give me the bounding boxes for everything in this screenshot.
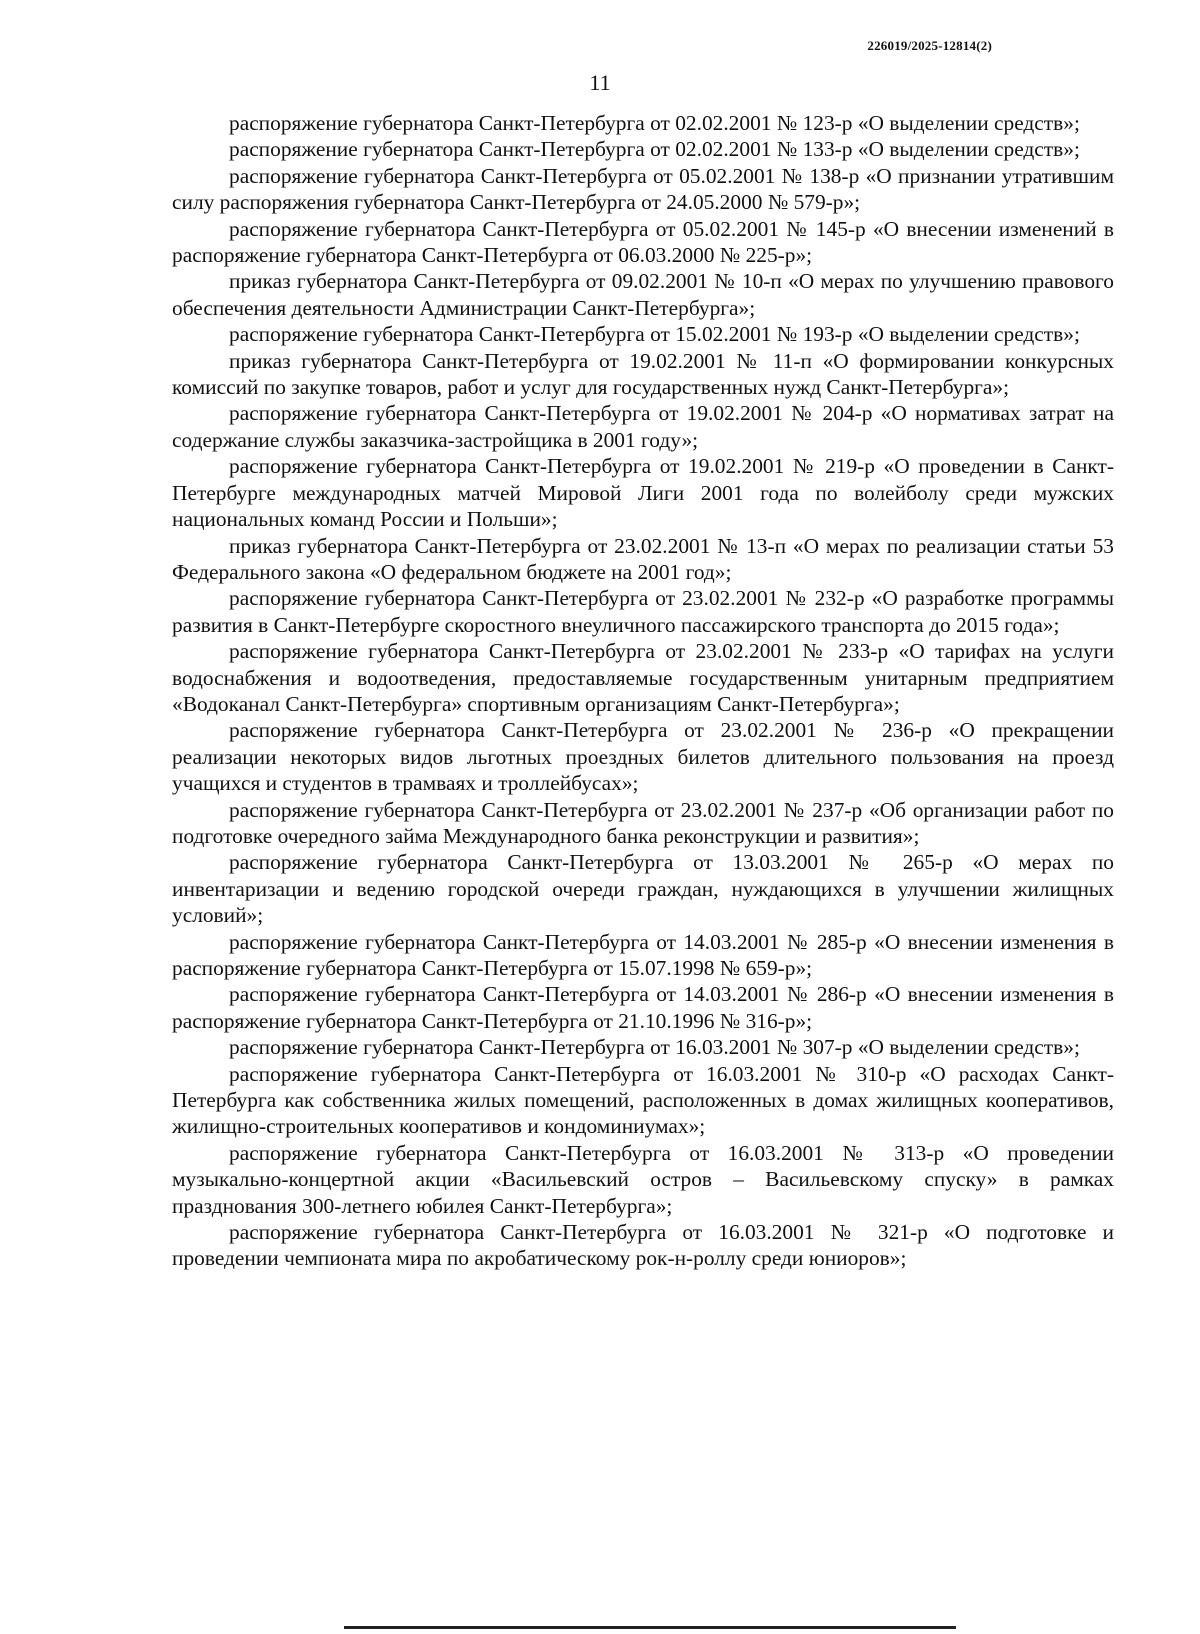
list-item: приказ губернатора Санкт-Петербурга от 23.02.2001 № 13-п «О мерах по реализации статьи 53 Федерального закона «О федеральном бюджете на 2001 год»; (172, 533, 1114, 584)
document-id: 226019/2025-12814(2) (867, 38, 992, 53)
list-item: распоряжение губернатора Санкт-Петербурга от 23.02.2001 № 232-р «О разработке программы развития в Санкт-Петербурге скоростного внеуличного пассажирского транспорта до 2015 года»; (172, 586, 1114, 637)
list-item: распоряжение губернатора Санкт-Петербурга от 14.03.2001 № 286-р «О внесении изменения в распоряжение губернатора Санкт-Петербурга от 21.10.1996 № 316-р»; (172, 982, 1114, 1033)
document-body (172, 110, 1114, 1272)
page-number: 11 (589, 70, 611, 95)
list-item: распоряжение губернатора Санкт-Петербурга от 13.03.2001 № 265-р «О мерах по инвентаризации и ведению городской очереди граждан, нуждающихся в улучшении жилищных условий»; (172, 850, 1114, 928)
list-item: распоряжение губернатора Санкт-Петербурга от 05.02.2001 № 145-р «О внесении изменений в распоряжение губернатора Санкт-Петербурга от 06.03.2000 № 225-р»; (172, 216, 1114, 268)
list-item: распоряжение губернатора Санкт-Петербурга от 16.03.2001 № 310-р «О расходах Санкт-Петербурга как собственника жилых помещений, расположенных в домах жилищных кооперативов, жилищно-строительных кооперативов и кондоминиумах»; (172, 1061, 1114, 1139)
list-item: распоряжение губернатора Санкт-Петербурга от 19.02.2001 № 219-р «О проведении в Санкт-Петербурге международных матчей Мировой Лиги 2001 года по волейболу среди мужских национальных команд России и Польши»; (172, 454, 1114, 532)
list-item: приказ губернатора Санкт-Петербурга от 09.02.2001 № 10-п «О мерах по улучшению правового обеспечения деятельности Администрации Санкт-Петербурга»; (172, 269, 1114, 320)
list-item: распоряжение губернатора Санкт-Петербурга от 16.03.2001 № 321-р «О подготовке и проведении чемпионата мира по акробатическому рок-н-роллу среди юниоров»; (172, 1220, 1114, 1271)
list-item: распоряжение губернатора Санкт-Петербурга от 05.02.2001 № 138-р «О признании утратившим силу распоряжения губернатора Санкт-Петербурга от 24.05.2000 № 579-р»; (172, 163, 1114, 215)
list-item: распоряжение губернатора Санкт-Петербурга от 02.02.2001 № 133-р «О выделении средств»; (229, 137, 1080, 162)
list-item: распоряжение губернатора Санкт-Петербурга от 15.02.2001 № 193-р «О выделении средств»; (229, 322, 1080, 347)
list-item: распоряжение губернатора Санкт-Петербурга от 19.02.2001 № 204-р «О нормативах затрат на содержание службы заказчика-застройщика в 2001 году»; (172, 401, 1114, 452)
list-item: распоряжение губернатора Санкт-Петербурга от 14.03.2001 № 285-р «О внесении изменения в распоряжение губернатора Санкт-Петербурга от 15.07.1998 № 659-р»; (172, 929, 1114, 980)
list-item: приказ губернатора Санкт-Петербурга от 19.02.2001 № 11-п «О формировании конкурсных комиссий по закупке товаров, работ и услуг для государственных нужд Санкт-Петербурга»; (172, 348, 1114, 400)
list-item: распоряжение губернатора Санкт-Петербурга от 23.02.2001 № 233-р «О тарифах на услуги водоснабжения и водоотведения, предоставляемые государственным унитарным предприятием «Водоканал Санкт-Петербурга» спортивным организациям Санкт-Петербурга»; (172, 639, 1114, 716)
list-item: распоряжение губернатора Санкт-Петербурга от 02.02.2001 № 123-р «О выделении средств»; (229, 111, 1080, 135)
list-item: распоряжение губернатора Санкт-Петербурга от 23.02.2001 № 237-р «Об организации работ по подготовке очередного займа Международного банка реконструкции и развития»; (172, 797, 1114, 848)
list-item: распоряжение губернатора Санкт-Петербурга от 16.03.2001 № 307-р «О выделении средств»; (229, 1035, 1080, 1060)
list-item: распоряжение губернатора Санкт-Петербурга от 23.02.2001 № 236-р «О прекращении реализации некоторых видов льготных проездных билетов длительного пользования на проезд учащихся и студентов в трамваях и троллейбусах»; (172, 718, 1114, 796)
page-bottom-rule (344, 1626, 956, 1629)
list-item: распоряжение губернатора Санкт-Петербурга от 16.03.2001 № 313-р «О проведении музыкально-концертной акции «Васильевский остров – Васильевскому спуску» в рамках празднования 300-летнего юбилея Санкт-Петербурга»; (172, 1140, 1114, 1218)
